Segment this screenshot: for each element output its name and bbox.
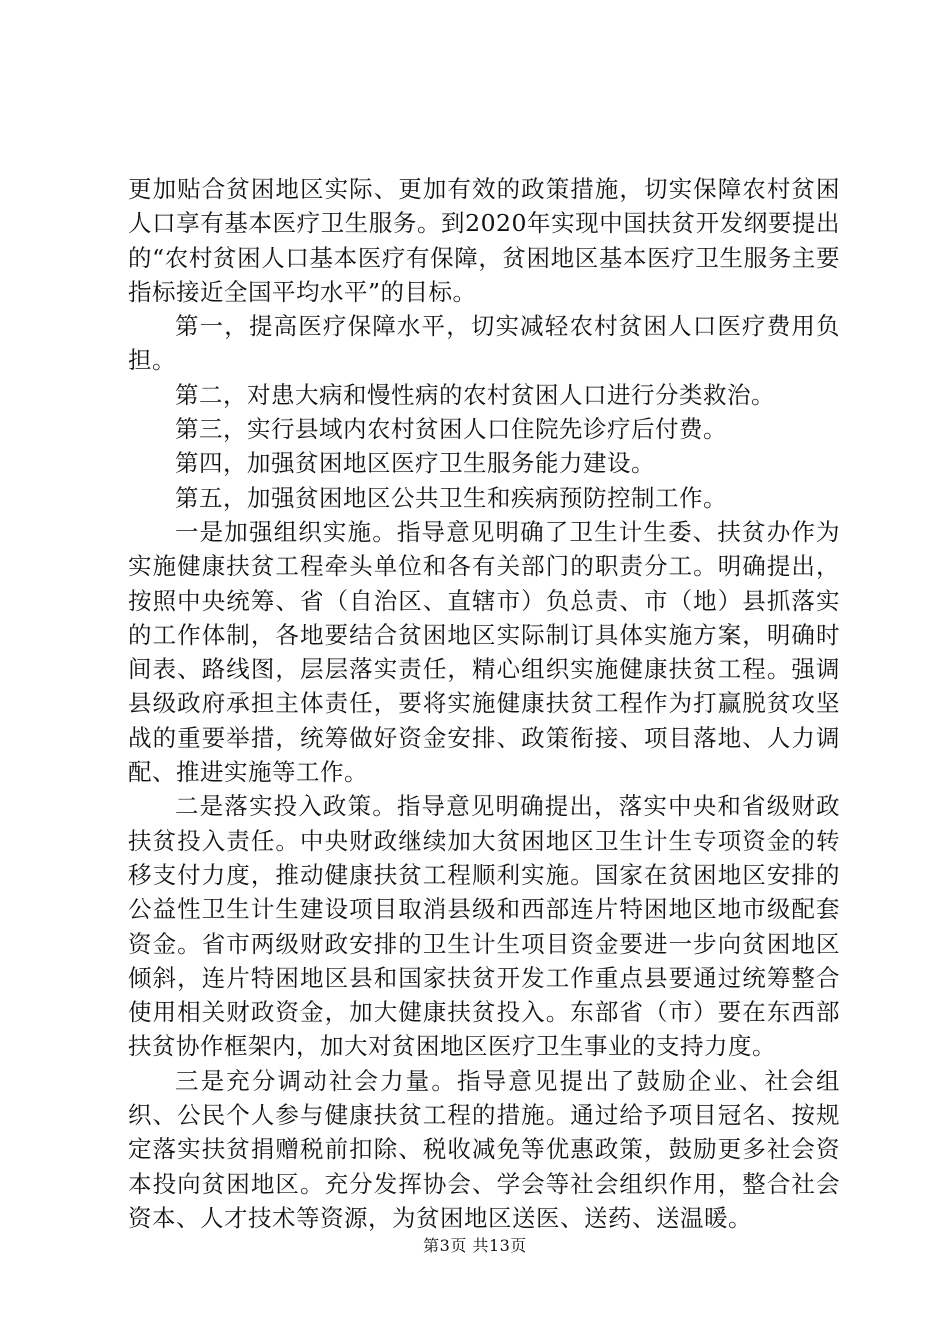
paragraph-organization: 一是加强组织实施。指导意见明确了卫生计生委、扶贫办作为实施健康扶贫工程牵头单位和各有关部门的职责分工。明确提出，按照中央统筹、省（自治区、直辖市）负总责、市（地）县抓落实的工作体制，各地要结合贫困地区实际制订具体实施方案，明确时间表、路线图，层层落实责任，精心组织实施健康扶贫工程。强调县级政府承担主体责任，要将实施健康扶贫工程作为打赢脱贫攻坚战的重要举措，统筹做好资金安排、政策衔接、项目落地、人力调配、推进实施等工作。 bbox=[128, 517, 840, 787]
document-body bbox=[128, 172, 840, 1235]
paragraph-item-third: 第三，实行县域内农村贫困人口住院先诊疗后付费。 bbox=[175, 415, 727, 444]
paragraph-social-forces: 三是充分调动社会力量。指导意见提出了鼓励企业、社会组织、公民个人参与健康扶贫工程的措施。通过给予项目冠名、按规定落实扶贫捐赠税前扣除、税收减免等优惠政策，鼓励更多社会资本投向贫困地区。充分发挥协会、学会等社会组织作用，整合社会资本、人才技术等资源，为贫困地区送医、送药、送温暖。 bbox=[128, 1066, 840, 1232]
page-footer: 第3页 共13页 bbox=[423, 1236, 527, 1255]
paragraph-funding: 二是落实投入政策。指导意见明确提出，落实中央和省级财政扶贫投入责任。中央财政继续加大贫困地区卫生计生专项资金的转移支付力度，推动健康扶贫工程顺利实施。国家在贫困地区安排的公益性卫生计生建设项目取消县级和西部连片特困地区地市级配套资金。省市两级财政安排的卫生计生项目资金要进一步向贫困地区倾斜，连片特困地区县和国家扶贫开发工作重点县要通过统筹整合使用相关财政资金，加大健康扶贫投入。东部省（市）要在东西部扶贫协作框架内，加大对贫困地区医疗卫生事业的支持力度。 bbox=[128, 792, 840, 1061]
paragraph-continuation: 更加贴合贫困地区实际、更加有效的政策措施，切实保障农村贫困人口享有基本医疗卫生服务。到2020年实现中国扶贫开发纲要提出的“农村贫困人口基本医疗有保障，贫困地区基本医疗卫生服务主要指标接近全国平均水平”的目标。 bbox=[128, 175, 840, 306]
paragraph-item-fifth: 第五，加强贫困地区公共卫生和疾病预防控制工作。 bbox=[175, 483, 727, 512]
paragraph-item-fourth: 第四，加强贫困地区医疗卫生服务能力建设。 bbox=[175, 449, 655, 478]
paragraph-item-first: 第一，提高医疗保障水平，切实减轻农村贫困人口医疗费用负担。 bbox=[128, 312, 840, 375]
paragraph-item-second: 第二，对患大病和慢性病的农村贫困人口进行分类救治。 bbox=[175, 380, 775, 409]
